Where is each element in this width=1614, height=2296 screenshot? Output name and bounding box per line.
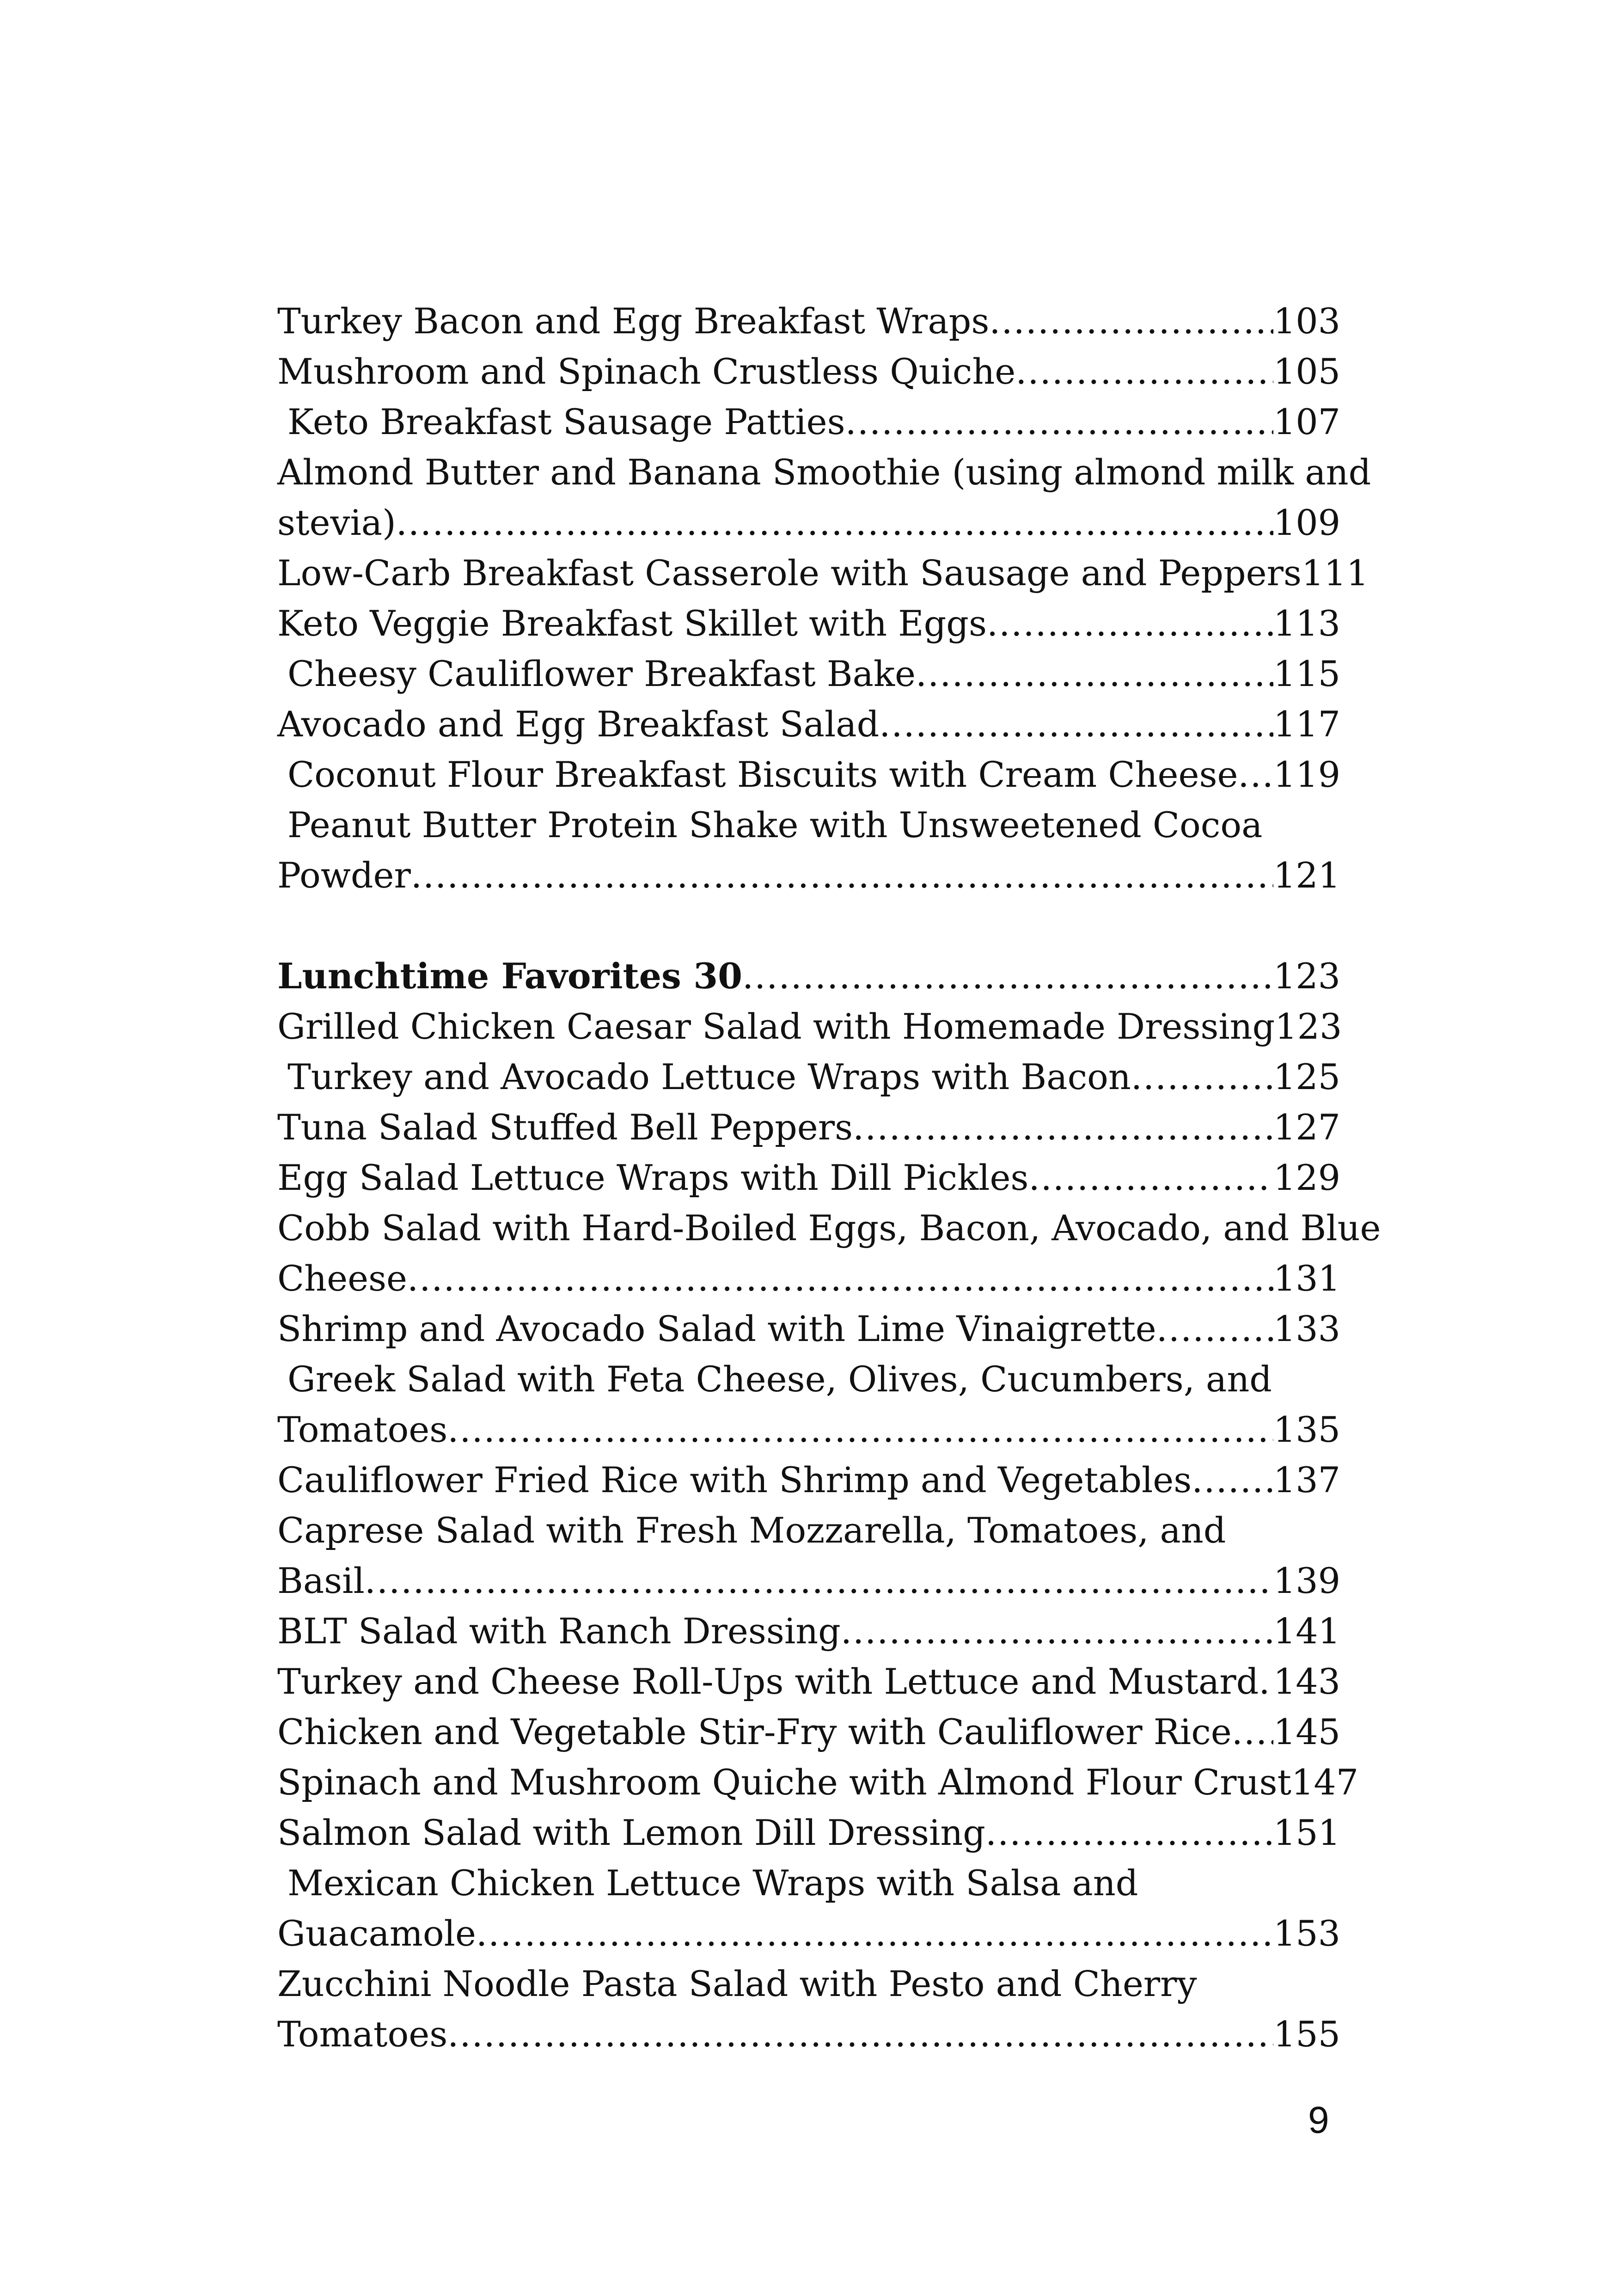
toc-entry-page: 141 — [1273, 1610, 1340, 1652]
toc-entry-page: 145 — [1273, 1711, 1340, 1752]
toc-entry[interactable] — [277, 1304, 1340, 1354]
toc-entry[interactable] — [277, 1102, 1340, 1152]
toc-entry[interactable] — [277, 699, 1340, 749]
toc-entry-title: Tomatoes — [277, 1409, 448, 1450]
toc-entry[interactable] — [277, 296, 1340, 346]
dot-leader — [742, 951, 1273, 1001]
toc-entry-title-line1: Greek Salad with Feta Cheese, Olives, Cucumbers, and — [287, 1359, 1272, 1400]
toc-entry-page: 105 — [1273, 351, 1340, 392]
toc-entry-page: 155 — [1273, 2014, 1340, 2055]
toc-entry-page: 125 — [1273, 1056, 1340, 1097]
toc-entry-title: Egg Salad Lettuce Wraps with Dill Pickles — [277, 1157, 1029, 1198]
dot-leader — [476, 1908, 1273, 1959]
toc-entry[interactable] — [277, 1555, 1340, 1606]
toc-entry-page: 123 — [1275, 1006, 1342, 1047]
dot-leader — [1192, 1455, 1273, 1505]
toc-entry-page: 127 — [1273, 1107, 1340, 1148]
toc-entry-page: 131 — [1273, 1258, 1340, 1299]
toc-entry-page: 117 — [1273, 704, 1340, 745]
dot-leader — [845, 397, 1273, 447]
dot-leader — [841, 1606, 1273, 1656]
toc-entry[interactable] — [277, 2009, 1340, 2059]
dot-leader — [447, 1404, 1273, 1455]
dot-leader — [987, 598, 1273, 649]
dot-leader — [396, 497, 1273, 548]
toc-section-heading[interactable] — [277, 951, 1340, 1001]
toc-entry-title: Grilled Chicken Caesar Salad with Homemade Dressing — [277, 1006, 1275, 1047]
section-title: Lunchtime Favorites 30 — [277, 955, 742, 997]
dot-leader — [916, 649, 1273, 699]
toc-entry[interactable] — [277, 1606, 1340, 1656]
dot-leader — [879, 699, 1273, 749]
toc-entry-title: Coconut Flour Breakfast Biscuits with Cream Cheese — [287, 754, 1238, 795]
dot-leader — [1156, 1304, 1273, 1354]
toc-entry-title: stevia) — [277, 502, 396, 543]
toc-entry-page: 115 — [1273, 653, 1340, 694]
toc-entry-title: Turkey and Cheese Roll-Ups with Lettuce and Mustard — [277, 1661, 1259, 1702]
toc-entry[interactable] — [277, 1404, 1340, 1455]
toc-entry-page: 151 — [1273, 1812, 1340, 1853]
toc-entry-title: Spinach and Mushroom Quiche with Almond Flour Crust — [277, 1762, 1291, 1803]
toc-entry-title: Cauliflower Fried Rice with Shrimp and Vegetables — [277, 1459, 1192, 1500]
toc-entry-page: 129 — [1273, 1157, 1340, 1198]
toc-entry[interactable] — [277, 397, 1340, 447]
dot-leader — [1259, 1656, 1273, 1707]
toc-entry-title: Chicken and Vegetable Stir-Fry with Cauliflower Rice — [277, 1711, 1232, 1752]
toc-entry[interactable] — [277, 850, 1340, 900]
toc-entry-page: 137 — [1273, 1459, 1340, 1500]
toc-entry-title: Basil — [277, 1560, 365, 1601]
toc-entry-title: Powder — [277, 855, 411, 896]
dot-leader — [1238, 749, 1273, 800]
toc-entry-page: 153 — [1273, 1913, 1340, 1954]
toc-entry[interactable] — [277, 1908, 1340, 1959]
toc-entry[interactable] — [277, 497, 1340, 548]
toc-entry-page: 133 — [1273, 1308, 1340, 1349]
toc-entry-title-line1: Zucchini Noodle Pasta Salad with Pesto and Cherry — [277, 1963, 1197, 2004]
dot-leader — [1028, 1152, 1273, 1203]
toc-entry-title-line1: Cobb Salad with Hard-Boiled Eggs, Bacon, Avocado, and Blue — [277, 1207, 1381, 1249]
toc-entry[interactable] — [277, 548, 1369, 598]
dot-leader — [407, 1253, 1273, 1304]
toc-entry-title: Keto Breakfast Sausage Patties — [287, 401, 845, 442]
toc-entry[interactable] — [277, 346, 1340, 397]
dot-leader — [1232, 1707, 1273, 1757]
toc-entry[interactable] — [277, 649, 1340, 699]
dot-leader — [411, 850, 1273, 900]
toc-entry-page: 143 — [1273, 1661, 1340, 1702]
toc-entry[interactable] — [277, 1001, 1340, 1052]
dot-leader — [853, 1102, 1273, 1152]
toc-entry-title-line1: Almond Butter and Banana Smoothie (using almond milk and — [277, 452, 1371, 493]
dot-leader — [989, 296, 1273, 346]
toc-entry-title-line1: Peanut Butter Protein Shake with Unsweetened Cocoa — [287, 804, 1263, 845]
dot-leader — [1015, 346, 1273, 397]
toc-entry-page: 119 — [1273, 754, 1340, 795]
toc-entry-title: Avocado and Egg Breakfast Salad — [277, 704, 880, 745]
section-page: 123 — [1273, 955, 1340, 997]
toc-entry-page: 135 — [1273, 1409, 1340, 1450]
table-of-contents — [277, 296, 1381, 2059]
toc-entry[interactable] — [277, 1656, 1340, 1707]
toc-entry-title: Mushroom and Spinach Crustless Quiche — [277, 351, 1016, 392]
toc-entry-page: 113 — [1273, 603, 1340, 644]
toc-entry-title: Low-Carb Breakfast Casserole with Sausage and Peppers — [277, 552, 1302, 594]
toc-entry-page: 107 — [1273, 401, 1340, 442]
toc-entry-title: Keto Veggie Breakfast Skillet with Eggs — [277, 603, 987, 644]
toc-entry-title: Guacamole — [277, 1913, 476, 1954]
dot-leader — [985, 1807, 1273, 1858]
page-number: 9 — [1308, 2099, 1329, 2141]
toc-entry-title: Tuna Salad Stuffed Bell Peppers — [277, 1107, 853, 1148]
section-spacer — [277, 900, 1340, 951]
toc-entry[interactable] — [277, 1455, 1340, 1505]
toc-entry-title: Salmon Salad with Lemon Dill Dressing — [277, 1812, 985, 1853]
toc-entry-title-line1: Caprese Salad with Fresh Mozzarella, Tomatoes, and — [277, 1510, 1226, 1551]
toc-entry-title: Shrimp and Avocado Salad with Lime Vinaigrette — [277, 1308, 1156, 1349]
toc-entry-page: 111 — [1302, 552, 1369, 594]
toc-entry[interactable] — [277, 1707, 1340, 1757]
toc-entry-page: 147 — [1291, 1762, 1359, 1803]
toc-entry-title: Turkey Bacon and Egg Breakfast Wraps — [277, 300, 990, 342]
toc-entry-title: Cheesy Cauliflower Breakfast Bake — [287, 653, 916, 694]
toc-entry[interactable] — [277, 1052, 1340, 1102]
toc-entry-page: 139 — [1273, 1560, 1340, 1601]
toc-entry-title: Cheese — [277, 1258, 408, 1299]
toc-entry-title: Turkey and Avocado Lettuce Wraps with Bacon — [287, 1056, 1131, 1097]
dot-leader — [1131, 1052, 1273, 1102]
toc-entry[interactable] — [277, 1253, 1340, 1304]
toc-entry[interactable] — [277, 1757, 1359, 1807]
dot-leader — [447, 2009, 1273, 2059]
toc-entry-page: 109 — [1273, 502, 1340, 543]
toc-entry[interactable] — [277, 1152, 1340, 1203]
toc-entry-title: Tomatoes — [277, 2014, 448, 2055]
toc-entry[interactable] — [277, 749, 1340, 800]
toc-entry-title-line1: Mexican Chicken Lettuce Wraps with Salsa and — [287, 1862, 1138, 1904]
dot-leader — [365, 1555, 1273, 1606]
toc-entry[interactable] — [277, 598, 1340, 649]
toc-entry-page: 121 — [1273, 855, 1340, 896]
toc-entry-page: 103 — [1273, 300, 1340, 342]
toc-entry-title: BLT Salad with Ranch Dressing — [277, 1610, 841, 1652]
toc-entry[interactable] — [277, 1807, 1340, 1858]
